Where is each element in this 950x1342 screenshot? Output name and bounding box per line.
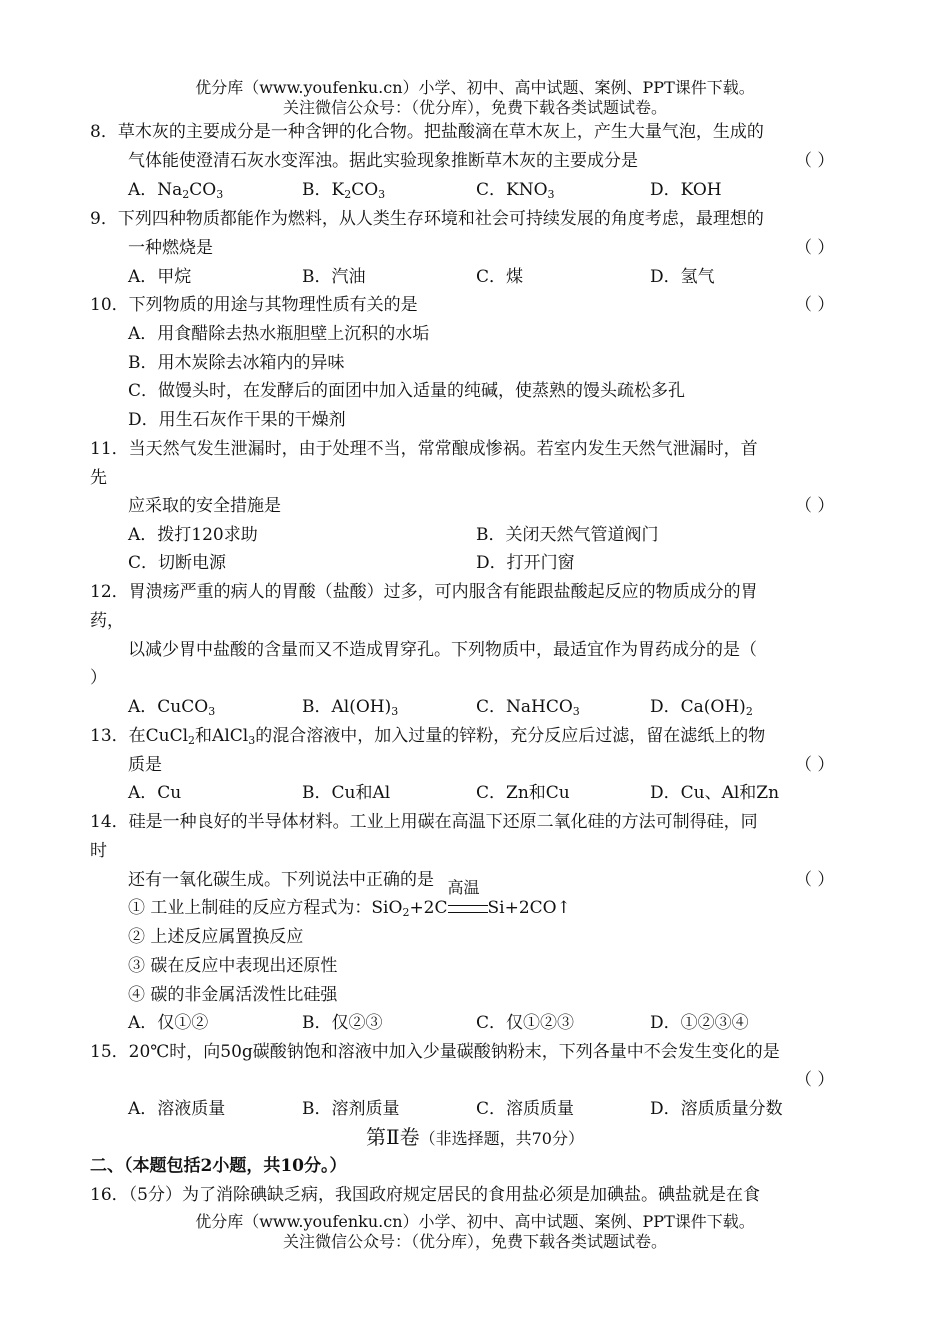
header-line-1: 优分库（www.youfenku.cn）小学、初中、高中试题、案例、PPT课件下载。: [195, 78, 755, 97]
q15-option-c: C．溶质质量: [476, 1099, 575, 1119]
q13-answer-paren: （ ）: [795, 755, 835, 775]
q14-option-c: C．仅①②③: [476, 1013, 575, 1033]
q15-option-a: A．溶液质量: [128, 1099, 226, 1119]
q9-option-b: B．汽油: [302, 267, 366, 287]
q14-statement-4: ④ 碳的非金属活泼性比硅强: [128, 985, 338, 1005]
q14-option-b: B．仅②③: [302, 1013, 383, 1033]
q14-option-a: A．仅①②: [128, 1013, 209, 1033]
q13-option-d: D．Cu、Al和Zn: [650, 783, 780, 803]
q13-option-a: A．Cu: [128, 783, 182, 803]
q14-option-d: D．①②③④: [650, 1013, 749, 1033]
q15-stem: 15．20℃时，向50g碳酸钠饱和溶液中加入少量碳酸钠粉末，下列各量中不会发生变化的是: [90, 1042, 780, 1062]
q14-statement-2: ② 上述反应属置换反应: [128, 927, 304, 947]
footer-line-1: 优分库（www.youfenku.cn）小学、初中、高中试题、案例、PPT课件下载。: [195, 1212, 755, 1231]
q14-stem-line-3: 还有一氧化碳生成。下列说法中正确的是: [128, 870, 434, 890]
q10-option-c: C．做馒头时，在发酵后的面团中加入适量的纯碱，使蒸熟的馒头疏松多孔: [128, 381, 686, 401]
q15-answer-paren: （ ）: [795, 1070, 835, 1090]
reaction-condition-arrow: 高温: [448, 896, 488, 920]
q14-statement-3: ③ 碳在反应中表现出还原性: [128, 956, 338, 976]
q8-stem-line-2: 气体能使澄清石灰水变浑浊。据此实验现象推断草木灰的主要成分是: [128, 151, 638, 171]
q12-option-b: B．$Al(OH)_3$: [302, 697, 399, 718]
q11-stem-line-2: 先: [90, 468, 107, 488]
part2-title-main: 第Ⅱ卷: [366, 1125, 420, 1149]
q8-stem-line-1: 8．草木灰的主要成分是一种含钾的化合物。把盐酸滴在草木灰上，产生大量气泡，生成的: [90, 122, 764, 142]
q11-option-b: B．关闭天然气管道阀门: [476, 525, 659, 545]
q10-option-d: D．用生石灰作干果的干燥剂: [128, 410, 346, 430]
q11-answer-paren: （ ）: [795, 496, 835, 516]
q13-option-b: B．Cu和Al: [302, 783, 391, 803]
q13-stem-line-1: 13．在CuCl$_2$和AlCl$_3$的混合溶液中，加入过量的锌粉，充分反应后过滤，留在滤纸上的物: [90, 726, 766, 747]
q11-option-a: A．拨打120求助: [128, 525, 258, 545]
section-heading: 二、（本题包括2小题，共10分。）: [90, 1156, 347, 1176]
q8-option-b: B．$K_2CO_3$: [302, 180, 386, 201]
q12-stem-line-2: 药，: [90, 611, 124, 631]
q11-option-d: D．打开门窗: [476, 553, 575, 573]
q13-option-c: C．Zn和Cu: [476, 783, 570, 803]
q8-option-a: A．$Na_2CO_3$: [128, 180, 224, 201]
q9-stem-line-1: 9．下列四种物质都能作为燃料，从人类生存环境和社会可持续发展的角度考虑，最理想的: [90, 209, 764, 229]
q13-stem-line-2: 质是: [128, 755, 162, 775]
q14-statement-1: ① 工业上制硅的反应方程式为：SiO$_2$+2C 高温 Si+2CO↑: [128, 878, 571, 919]
q8-answer-paren: （ ）: [795, 151, 835, 171]
q9-answer-paren: （ ）: [795, 238, 835, 258]
q10-option-b: B．用木炭除去冰箱内的异味: [128, 353, 345, 373]
q9-option-c: C．煤: [476, 267, 524, 287]
q9-stem-line-2: 一种燃烧是: [128, 238, 213, 258]
q11-stem-line-3: 应采取的安全措施是: [128, 496, 281, 516]
q12-option-a: A．CuCO$_3$: [128, 697, 216, 718]
q16-stem: 16．（5分）为了消除碘缺乏病，我国政府规定居民的食用盐必须是加碘盐。碘盐就是在食: [90, 1185, 760, 1205]
q8-option-c: C．$KNO_3$: [476, 180, 555, 201]
q14-stem-line-2: 时: [90, 841, 107, 861]
q10-answer-paren: （ ）: [795, 295, 835, 315]
q12-option-d: D．$Ca(OH)_2$: [650, 697, 753, 718]
q12-stem-line-1: 12．胃溃疡严重的病人的胃酸（盐酸）过多，可内服含有能跟盐酸起反应的物质成分的胃: [90, 582, 758, 602]
q8-option-d: D．KOH: [650, 180, 722, 200]
q11-option-c: C．切断电源: [128, 553, 227, 573]
q12-option-c: C．NaHCO$_3$: [476, 697, 580, 718]
footer-line-2: 关注微信公众号：（优分库），免费下载各类试题试卷。: [282, 1232, 667, 1251]
q14-stem-line-1: 14．硅是一种良好的半导体材料。工业上用碳在高温下还原二氧化硅的方法可制得硅，同: [90, 812, 758, 832]
header-line-2: 关注微信公众号：（优分库），免费下载各类试题试卷。: [282, 98, 667, 117]
q9-option-a: A．甲烷: [128, 267, 192, 287]
q12-stem-line-3: 以减少胃中盐酸的含量而又不造成胃穿孔。下列物质中，最适宜作为胃药成分的是（: [128, 640, 757, 660]
q14-answer-paren: （ ）: [795, 870, 835, 890]
q10-option-a: A．用食醋除去热水瓶胆壁上沉积的水垢: [128, 324, 430, 344]
q9-option-d: D．氢气: [650, 267, 715, 287]
q12-stem-line-4: ）: [90, 668, 107, 688]
q15-option-b: B．溶剂质量: [302, 1099, 400, 1119]
q15-option-d: D．溶质质量分数: [650, 1099, 783, 1119]
q10-stem: 10．下列物质的用途与其物理性质有关的是: [90, 295, 418, 315]
part2-title: [0, 1124, 950, 1152]
part2-title-note: （非选择题，共70分）: [419, 1129, 584, 1148]
q11-stem-line-1: 11．当天然气发生泄漏时，由于处理不当，常常酿成惨祸。若室内发生天然气泄漏时，首: [90, 439, 758, 459]
